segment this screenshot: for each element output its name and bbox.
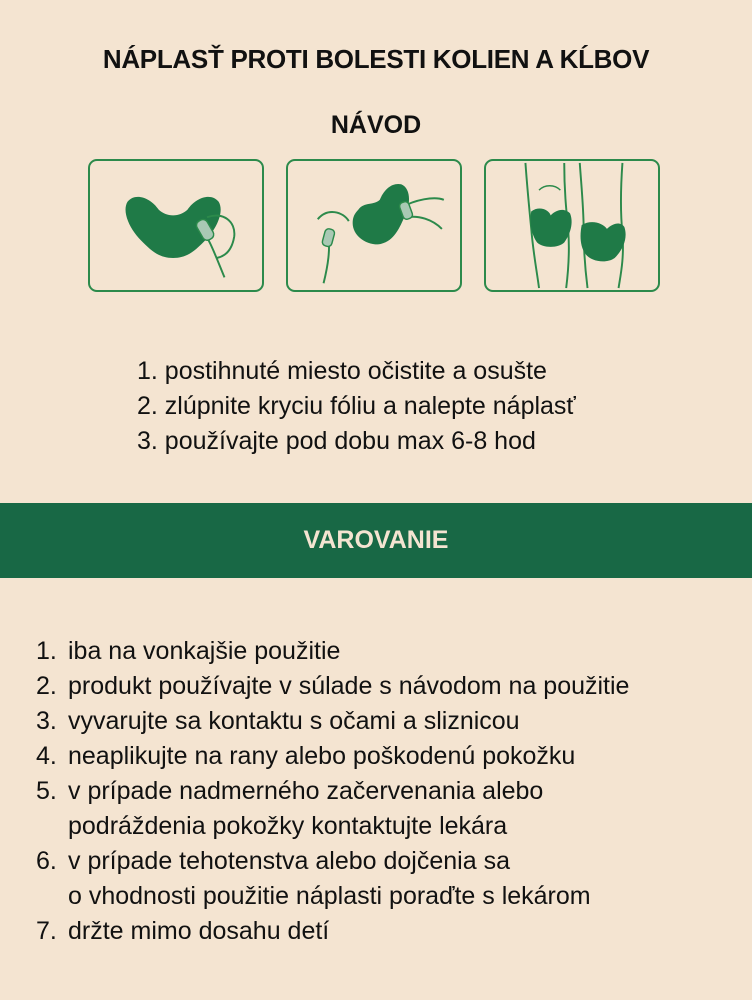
instructions-heading: NÁVOD bbox=[330, 111, 422, 139]
warning-item bbox=[36, 739, 629, 774]
warning-item-number: 5. bbox=[36, 777, 57, 805]
remove-film-icon bbox=[288, 161, 460, 290]
warning-banner bbox=[0, 503, 752, 578]
warning-item-text: iba na vonkajšie použitie bbox=[68, 637, 341, 665]
warning-item bbox=[36, 844, 629, 879]
warning-item-number: 6. bbox=[36, 847, 57, 875]
warning-item-text: neaplikujte na rany alebo poškodenú pokožku bbox=[68, 742, 576, 770]
apply-to-knee-icon bbox=[486, 161, 658, 290]
warning-item-text: držte mimo dosahu detí bbox=[68, 917, 330, 945]
step-3-illustration bbox=[484, 159, 660, 292]
warning-list bbox=[36, 634, 629, 949]
warning-item-number: 4. bbox=[36, 742, 57, 770]
instruction-step: 2. zlúpnite kryciu fóliu a nalepte náplasť bbox=[137, 392, 576, 420]
warning-item-text: podráždenia pokožky kontaktujte lekára bbox=[68, 812, 508, 840]
step-1-illustration bbox=[88, 159, 264, 292]
warning-heading: VAROVANIE bbox=[303, 526, 449, 554]
instruction-step: 3. používajte pod dobu max 6-8 hod bbox=[137, 427, 536, 455]
warning-item-number: 1. bbox=[36, 637, 57, 665]
warning-item-number: 7. bbox=[36, 917, 57, 945]
warning-item-text: v prípade nadmerného začervenania alebo bbox=[68, 777, 544, 805]
warning-item-text: v prípade tehotenstva alebo dojčenia sa bbox=[68, 847, 510, 875]
peel-patch-icon bbox=[90, 161, 262, 290]
step-2-illustration bbox=[286, 159, 462, 292]
warning-item-number: 2. bbox=[36, 672, 57, 700]
warning-item bbox=[36, 669, 629, 704]
warning-item-text: o vhodnosti použitie náplasti poraďte s lekárom bbox=[68, 882, 591, 910]
warning-item-text: produkt používajte v súlade s návodom na použitie bbox=[68, 672, 630, 700]
warning-item-number: 3. bbox=[36, 707, 57, 735]
warning-item bbox=[36, 914, 629, 949]
warning-item-continuation bbox=[36, 809, 629, 844]
instruction-step: 1. postihnuté miesto očistite a osušte bbox=[137, 357, 547, 385]
warning-item bbox=[36, 634, 629, 669]
page-title: NÁPLASŤ PROTI BOLESTI KOLIEN A KĹBOV bbox=[102, 44, 650, 74]
instruction-steps bbox=[137, 354, 576, 459]
warning-item bbox=[36, 774, 629, 809]
warning-item bbox=[36, 704, 629, 739]
warning-item-text: vyvarujte sa kontaktu s očami a sliznicou bbox=[68, 707, 520, 735]
warning-item-continuation bbox=[36, 879, 629, 914]
